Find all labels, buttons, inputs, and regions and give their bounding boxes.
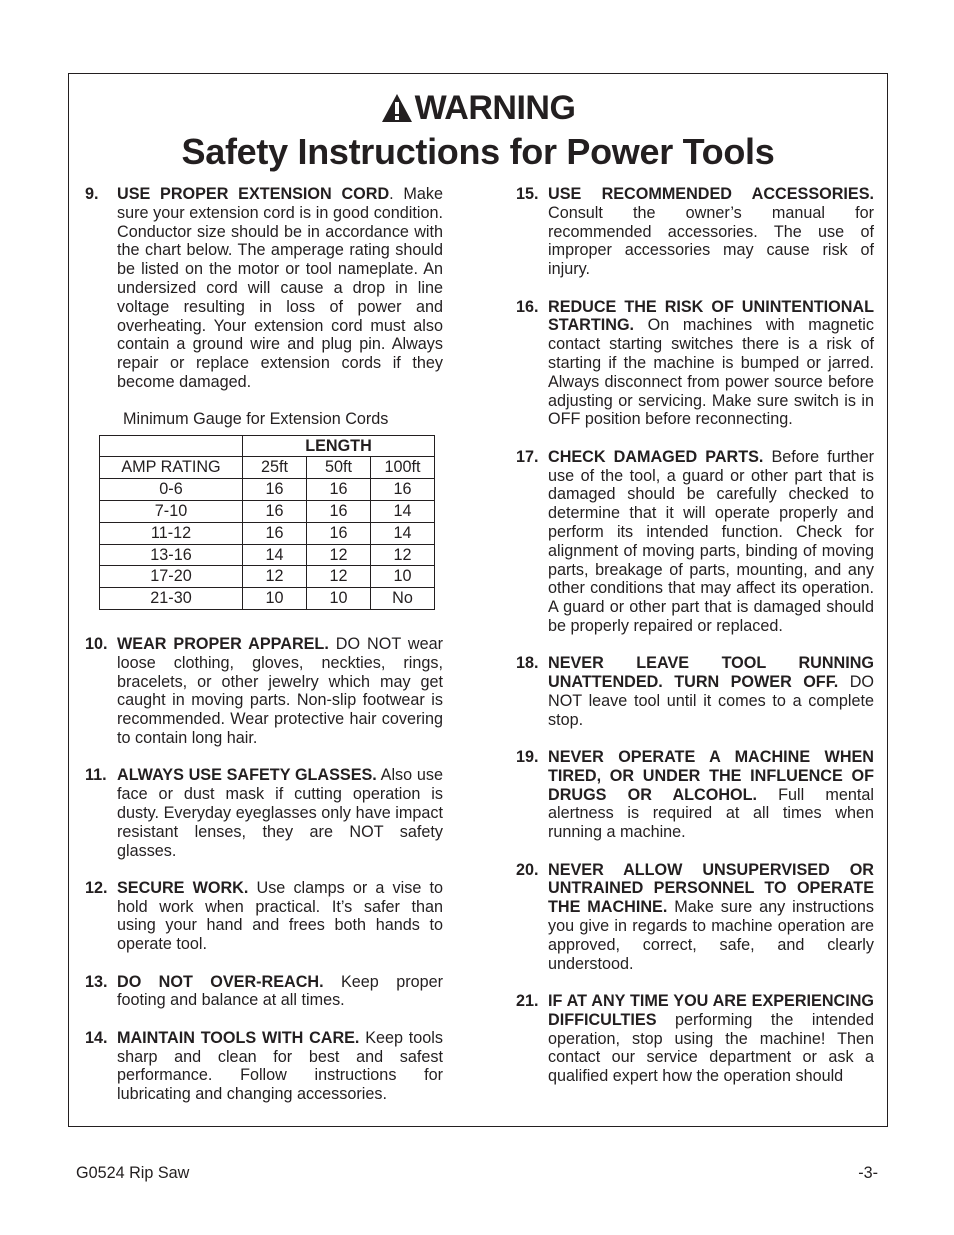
item-heading: NEVER LEAVE TOOL RUNNING UNATTENDED. TURN POWER OFF. [548,654,874,692]
item-text: Make sure any instructions you give in regards to machine operation are approved, correct, safe, and clearly understood. [548,898,874,973]
column-header: 50ft [307,457,371,479]
instruction-item-16 [516,298,874,430]
item-text: DO NOT wear loose clothing, gloves, neckties, rings, bracelets, or other jewelry which may get caught in moving parts. Non-slip footwear is recommended. Wear protective hair covering to contain long hair. [117,634,443,747]
item-number: 21. [516,992,539,1011]
item-heading: NEVER OPERATE A MACHINE WHEN TIRED, OR UNDER THE INFLUENCE OF DRUGS OR ALCOHOL. [548,748,874,804]
table-cell: 16 [243,479,307,501]
item-heading: MAINTAIN TOOLS WITH CARE. [117,1028,360,1047]
table-cell: 16 [307,479,371,501]
table-row [100,544,435,566]
item-number: 14. [85,1028,108,1047]
table-cell: 16 [371,479,435,501]
warning-heading [69,88,887,128]
left-column [85,185,443,1104]
item-text: Consult the owner’s manual for recommended accessories. The use of improper accessories may cause risk of injury. [548,203,874,279]
table-row [100,500,435,522]
item-number: 17. [516,447,539,466]
table-cell: 7-10 [100,500,243,522]
item-heading: USE PROPER EXTENSION CORD [117,185,390,203]
item-number: 10. [85,634,108,653]
page-title: Safety Instructions for Power Tools [181,131,775,172]
instruction-item-9 [85,185,443,392]
table-cell: 16 [307,500,371,522]
table-cell: 12 [307,566,371,588]
table-cell: 14 [243,544,307,566]
table-cell: 13-16 [100,544,243,566]
item-text: Before further use of the tool, a guard or other part that is damaged should be carefully checked to determine that it will operate properly and perform its intended function. Check for alignment of moving parts, binding of moving parts, breakage of parts, mounting, and any other conditions that may affect its operation. A guard or other part that is damaged should be properly repaired or replaced. [548,447,874,635]
item-text: Use clamps or a vise to hold work when practical. It’s safer than using your hand and frees both hands to operate tool. [117,878,443,954]
item-text: Full mental alertness is required at all times when running a machine. [548,785,874,842]
table-cell: 10 [243,588,307,610]
footer-page-number: -3- [858,1164,878,1182]
item-heading: CHECK DAMAGED PARTS. [548,447,764,466]
item-number: 20. [516,860,539,879]
item-text: Keep proper footing and balance at all times. [117,972,443,1010]
table-group-header-row [100,435,435,457]
item-heading: WEAR PROPER APPAREL. [117,634,329,653]
table-cell: 12 [243,566,307,588]
item-number: 15. [516,185,539,203]
item-number: 18. [516,654,539,673]
item-heading: NEVER ALLOW UNSUPERVISED OR UNTRAINED PERSONNEL TO OPERATE THE MACHINE. [548,860,874,917]
table-cell: 10 [307,588,371,610]
item-text: DO NOT leave tool until it comes to a complete stop. [548,673,874,729]
instruction-item-10 [85,635,443,748]
table-cell: 10 [371,566,435,588]
table-cell [100,435,243,457]
item-heading: ALWAYS USE SAFETY GLASSES. [117,766,377,785]
table-cell: 12 [307,544,371,566]
item-number: 19. [516,748,539,767]
table-cell: 17-20 [100,566,243,588]
item-number: 11. [85,766,107,785]
extension-cord-gauge-table [99,435,435,610]
item-text: On machines with magnetic contact starting switches there is a risk of starting if the machine is bumped or jarred. Always disconnect from power source before adjusting or servicing. Make sure switch is in OFF position before reconnecting. [548,316,874,429]
table-cell: 21-30 [100,588,243,610]
item-text: performing the intended operation, stop using the machine! Then contact our service department or ask a qualified expert how the operation should [548,1010,874,1086]
instruction-item-15 [516,185,874,279]
table-cell: 0-6 [100,479,243,501]
table-cell: 16 [307,522,371,544]
warning-box [68,73,888,1127]
warning-word: WARNING [414,89,576,127]
table-cell: 16 [243,522,307,544]
instruction-item-13 [85,973,443,1011]
table-cell: 12 [371,544,435,566]
table-row [100,522,435,544]
instruction-item-19 [516,748,874,842]
table-cell: 11-12 [100,522,243,544]
item-heading: REDUCE THE RISK OF UNINTENTIONAL STARTING. [548,297,874,335]
instruction-item-18 [516,654,874,729]
instruction-item-14 [85,1029,443,1104]
item-text: . Make sure your extension cord is in good condition. Conductor size should be in accordance with the chart below. The amperage rating should be listed on the motor or tool nameplate. An undersized cord will cause a drop in line voltage resulting in loss of power and overheating. Your extension cord must also contain a ground wire and plug pin. Always repair or replace extension cords if they become damaged. [117,185,443,391]
table-cell: 16 [243,500,307,522]
column-header: 100ft [371,457,435,479]
warning-triangle-icon [381,93,413,123]
footer-model: G0524 Rip Saw [76,1164,190,1182]
table-cell: No [371,588,435,610]
instruction-item-17 [516,448,874,636]
instruction-item-11 [85,766,443,860]
instruction-item-21 [516,992,874,1086]
table-row [100,588,435,610]
table-row [100,479,435,501]
item-heading: USE RECOMMENDED ACCESSORIES. [548,185,874,203]
item-number: 13. [85,972,108,991]
item-heading: SECURE WORK. [117,878,249,897]
length-group-header: LENGTH [243,435,435,457]
table-cell: 14 [371,522,435,544]
item-heading: DO NOT OVER-REACH. [117,972,324,991]
instruction-item-20 [516,861,874,974]
table-caption: Minimum Gauge for Extension Cords [123,409,389,428]
right-column [516,185,874,1086]
item-number: 12. [85,878,108,897]
table-row [100,566,435,588]
column-header: AMP RATING [100,457,243,479]
item-number: 16. [516,297,539,316]
column-header: 25ft [243,457,307,479]
item-text: Also use face or dust mask if cutting operation is dusty. Everyday eyeglasses only have impact resistant lenses, they are NOT safety glasses. [117,766,443,860]
table-cell: 14 [371,500,435,522]
item-heading: IF AT ANY TIME YOU ARE EXPERIENCING DIFFICULTIES [548,992,874,1029]
instruction-item-12 [85,879,443,954]
table-header-row [100,457,435,479]
item-text: Keep tools sharp and clean for best and safest performance. Follow instructions for lubricating and changing accessories. [117,1028,443,1104]
item-number: 9. [85,185,99,203]
